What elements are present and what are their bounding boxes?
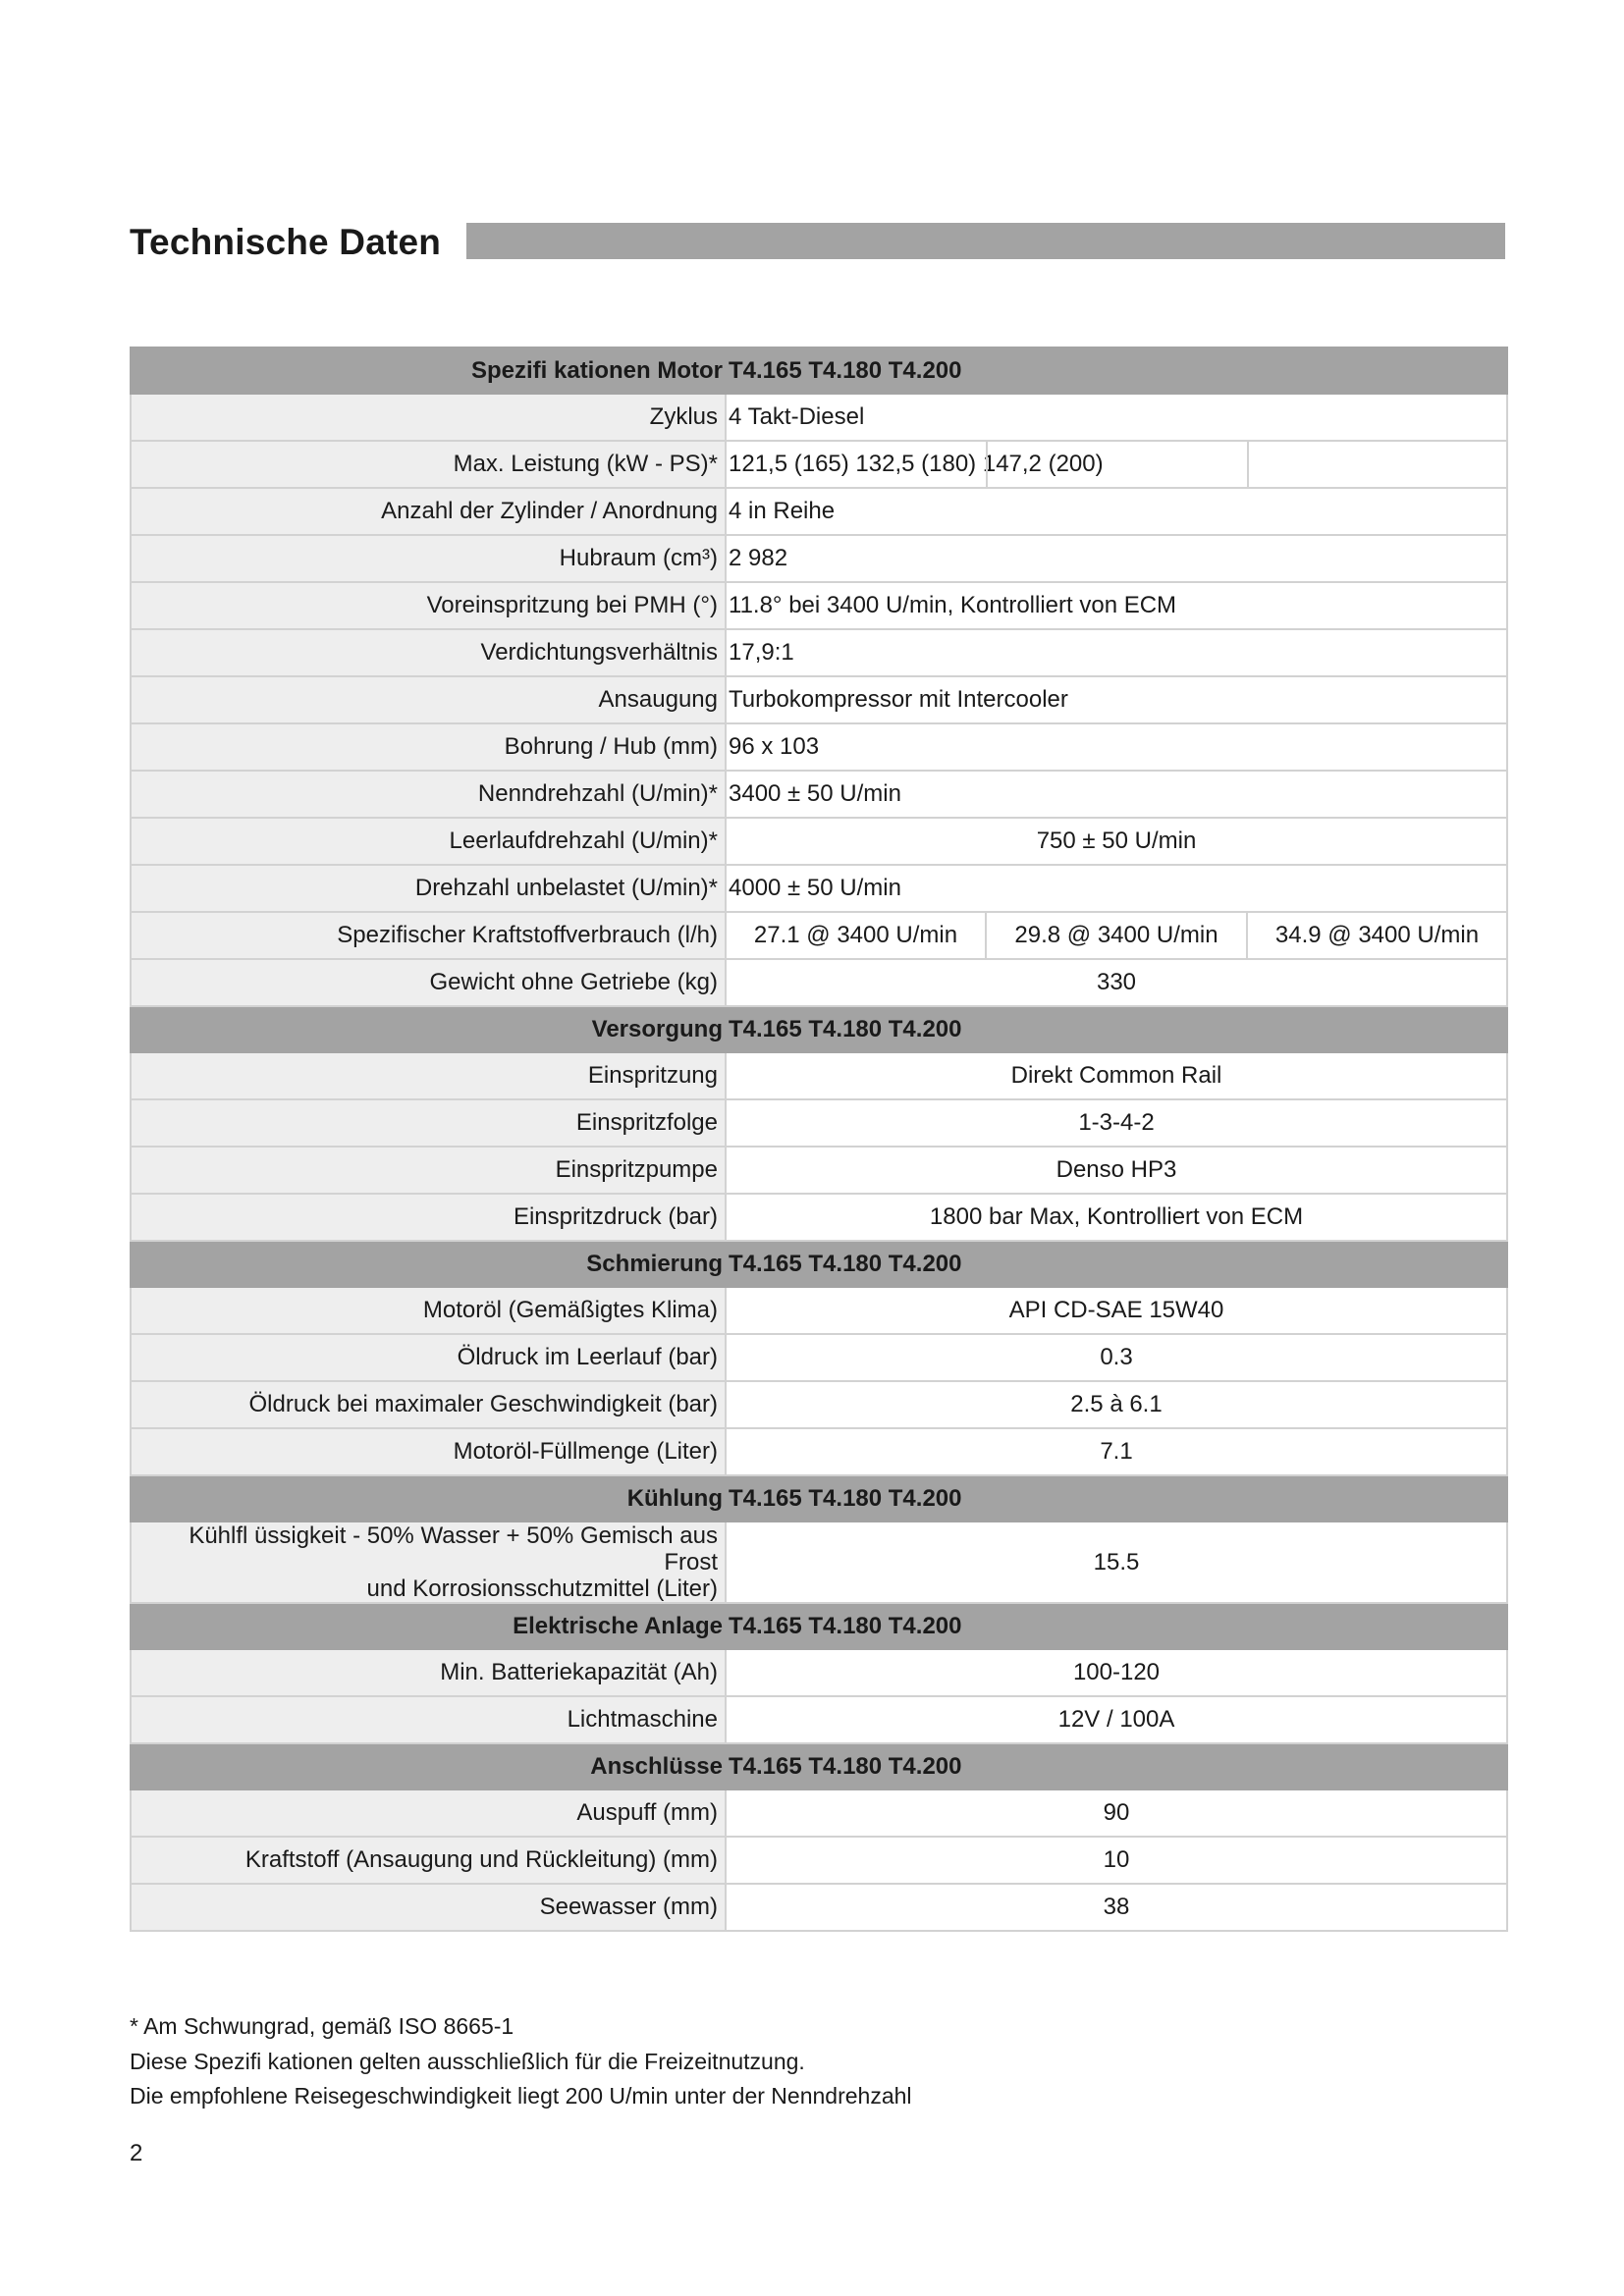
table-row (131, 676, 1507, 723)
row-value: API CD-SAE 15W40 (726, 1287, 1507, 1334)
spec-table (130, 347, 1508, 1932)
row-value: 3400 ± 50 U/min (726, 771, 1507, 818)
row-value: 15.5 (726, 1522, 1507, 1603)
row-value: 7.1 (726, 1428, 1507, 1475)
table-row (131, 1194, 1507, 1241)
row-label-line: Kühlfl üssigkeit - 50% Wasser + 50% Gemisch aus Frost (189, 1522, 718, 1575)
section-header-label: Schmierung (131, 1241, 726, 1287)
row-value: 4 Takt-Diesel (726, 394, 1507, 441)
section-header-models: T4.165 T4.180 T4.200 (726, 1475, 1507, 1522)
table-row (131, 1428, 1507, 1475)
table-row (131, 1884, 1507, 1931)
title-decoration-bar (466, 223, 1505, 259)
table-row (131, 629, 1507, 676)
row-label: Anzahl der Zylinder / Anordnung (131, 488, 726, 535)
row-label: Seewasser (mm) (131, 1884, 726, 1931)
footnote: * Am Schwungrad, gemäß ISO 8665-1 (130, 2013, 514, 2039)
table-row (131, 1287, 1507, 1334)
row-value: 12V / 100A (726, 1696, 1507, 1743)
row-label: Auspuff (mm) (131, 1789, 726, 1837)
row-value: 750 ± 50 U/min (726, 818, 1507, 865)
section-header-label: Elektrische Anlage (131, 1603, 726, 1649)
row-label: Einspritzung (131, 1052, 726, 1099)
row-value: 38 (726, 1884, 1507, 1931)
row-value: 0.3 (726, 1334, 1507, 1381)
row-value: 4 in Reihe (726, 488, 1507, 535)
row-label: Gewicht ohne Getriebe (kg) (131, 959, 726, 1006)
row-label: Öldruck bei maximaler Geschwindigkeit (bar) (131, 1381, 726, 1428)
table-row (131, 865, 1507, 912)
row-label: Einspritzdruck (bar) (131, 1194, 726, 1241)
row-label: Motoröl (Gemäßigtes Klima) (131, 1287, 726, 1334)
section-header-models: T4.165 T4.180 T4.200 (726, 347, 1507, 394)
row-label: Spezifischer Kraftstoffverbrauch (l/h) (131, 912, 726, 959)
section-header-anschluesse (131, 1743, 1507, 1789)
row-label: Nenndrehzahl (U/min)* (131, 771, 726, 818)
table-row (131, 723, 1507, 771)
row-value: 10 (726, 1837, 1507, 1884)
section-header-label: Kühlung (131, 1475, 726, 1522)
page-number: 2 (130, 2140, 143, 2166)
footnote: Diese Spezifi kationen gelten ausschließlich für die Freizeitnutzung. (130, 2048, 805, 2074)
footnote: Die empfohlene Reisegeschwindigkeit liegt 200 U/min unter der Nenndrehzahl (130, 2083, 912, 2109)
section-header-models: T4.165 T4.180 T4.200 (726, 1743, 1507, 1789)
table-row (131, 488, 1507, 535)
row-label (131, 1522, 726, 1603)
section-header-schmierung (131, 1241, 1507, 1287)
section-header-motor (131, 347, 1507, 394)
row-value: Turbokompressor mit Intercooler (726, 676, 1507, 723)
table-row (131, 1649, 1507, 1696)
cell-divider (986, 442, 988, 487)
table-row (131, 394, 1507, 441)
section-header-models: T4.165 T4.180 T4.200 (726, 1603, 1507, 1649)
row-label: Lichtmaschine (131, 1696, 726, 1743)
row-value: 2.5 à 6.1 (726, 1381, 1507, 1428)
table-row (131, 582, 1507, 629)
table-row (131, 1789, 1507, 1837)
row-label: Leerlaufdrehzahl (U/min)* (131, 818, 726, 865)
section-header-kuehlung (131, 1475, 1507, 1522)
table-row (131, 1522, 1507, 1603)
row-value: Direkt Common Rail (726, 1052, 1507, 1099)
row-label: Drehzahl unbelastet (U/min)* (131, 865, 726, 912)
row-label: Kraftstoff (Ansaugung und Rückleitung) (mm) (131, 1837, 726, 1884)
row-value: 1800 bar Max, Kontrolliert von ECM (726, 1194, 1507, 1241)
page-title: Technische Daten (130, 222, 442, 262)
row-label: Voreinspritzung bei PMH (°) (131, 582, 726, 629)
row-value: 4000 ± 50 U/min (726, 865, 1507, 912)
row-value: 17,9:1 (726, 629, 1507, 676)
row-value-t4-200: 34.9 @ 3400 U/min (1247, 912, 1507, 959)
table-row (131, 1052, 1507, 1099)
table-row (131, 535, 1507, 582)
cell-divider (1247, 442, 1249, 487)
table-row (131, 1334, 1507, 1381)
table-row (131, 818, 1507, 865)
row-label: Hubraum (cm³) (131, 535, 726, 582)
table-row (131, 1696, 1507, 1743)
row-label: Ansaugung (131, 676, 726, 723)
row-value: 100-120 (726, 1649, 1507, 1696)
row-label: Max. Leistung (kW - PS)* (131, 441, 726, 488)
row-value: 90 (726, 1789, 1507, 1837)
row-value-cell (726, 441, 1507, 488)
row-value-t4-180: 29.8 @ 3400 U/min (986, 912, 1247, 959)
table-row (131, 1837, 1507, 1884)
row-label: Öldruck im Leerlauf (bar) (131, 1334, 726, 1381)
section-header-models: T4.165 T4.180 T4.200 (726, 1241, 1507, 1287)
row-label: Bohrung / Hub (mm) (131, 723, 726, 771)
row-value: 2 982 (726, 535, 1507, 582)
table-row (131, 1381, 1507, 1428)
section-header-versorgung (131, 1006, 1507, 1052)
row-label: Verdichtungsverhältnis (131, 629, 726, 676)
section-header-label: Versorgung (131, 1006, 726, 1052)
row-value: 330 (726, 959, 1507, 1006)
row-value: 121,5 (165) 132,5 (180) 147,2 (200) (729, 451, 1104, 477)
section-header-label: Spezifi kationen Motor (131, 347, 726, 394)
row-label-line: und Korrosionsschutzmittel (Liter) (366, 1575, 718, 1602)
row-label: Einspritzpumpe (131, 1147, 726, 1194)
footnotes (130, 2009, 912, 2114)
row-label: Motoröl-Füllmenge (Liter) (131, 1428, 726, 1475)
table-row (131, 959, 1507, 1006)
row-label: Zyklus (131, 394, 726, 441)
table-row (131, 912, 1507, 959)
row-value: 1-3-4-2 (726, 1099, 1507, 1147)
row-label: Min. Batteriekapazität (Ah) (131, 1649, 726, 1696)
table-row (131, 1147, 1507, 1194)
row-label: Einspritzfolge (131, 1099, 726, 1147)
table-row (131, 1099, 1507, 1147)
row-value: 11.8° bei 3400 U/min, Kontrolliert von ECM (726, 582, 1507, 629)
table-row (131, 771, 1507, 818)
table-row (131, 441, 1507, 488)
row-value: 96 x 103 (726, 723, 1507, 771)
section-header-label: Anschlüsse (131, 1743, 726, 1789)
row-value-t4-165: 27.1 @ 3400 U/min (726, 912, 986, 959)
row-value: Denso HP3 (726, 1147, 1507, 1194)
section-header-elektrik (131, 1603, 1507, 1649)
section-header-models: T4.165 T4.180 T4.200 (726, 1006, 1507, 1052)
